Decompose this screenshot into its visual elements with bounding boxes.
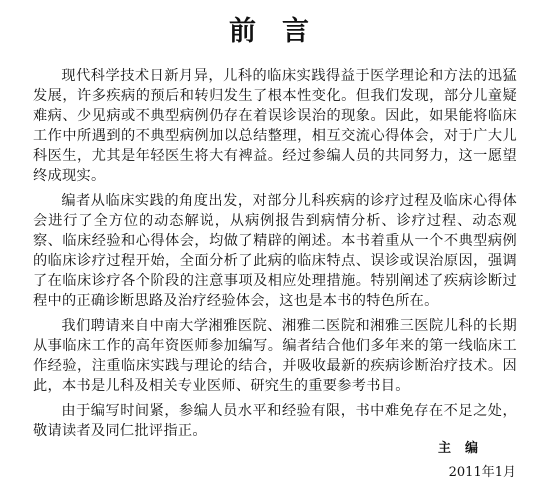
page-title: 前言 bbox=[229, 16, 335, 47]
paragraph-3: 我们聘请来自中南大学湘雅医院、湘雅二医院和湘雅三医院儿科的长期从事临床工作的高年资医师参加编写。编者结合他们多年来的第一线临床工作经验，注重临床实践与理论的结合，并吸收最新的疾病诊断治疗技术。因此，本书是儿科及相关专业医师、研究生的重要参考书目。 bbox=[33, 318, 517, 394]
paragraph-2: 编者从临床实践的角度出发，对部分儿科疾病的诊疗过程及临床心得体会进行了全方位的动态解说，从病例报告到病情分析、诊疗过程、动态观察、临床经验和心得体会，均做了精辟的阐述。本书着重从一个不典型病例的临床诊疗过程开始，全面分析了此病的临床特点、误诊或误治原因，强调了在临床诊疗各个阶段的注意事项及相应处理措施。特别阐述了疾病诊断过程中的正确诊断思路及治疗经验体会，这也是本书的特色所在。 bbox=[33, 193, 517, 309]
date: 2011年1月 bbox=[448, 465, 516, 480]
paragraph-1: 现代科学技术日新月异，儿科的临床实践得益于医学理论和方法的迅猛发展，许多疾病的预后和转归发生了根本性变化。但我们发现，部分儿童疑难病、少见病或不典型病例仍存在着误诊误治的现象。因此，如果能将临床工作中所遇到的不典型病例加以总结整理，相互交流心得体会，对于广大儿科医生，尤其是年轻医生将大有裨益。经过参编人员的共同努力，这一愿望终成现实。 bbox=[33, 68, 517, 184]
paragraph-4: 由于编写时间紧，参编人员水平和经验有限，书中难免存在不足之处，敬请读者及同仁批评指正。 bbox=[33, 403, 517, 439]
document-body bbox=[33, 66, 517, 446]
signature: 主编 bbox=[437, 441, 492, 456]
